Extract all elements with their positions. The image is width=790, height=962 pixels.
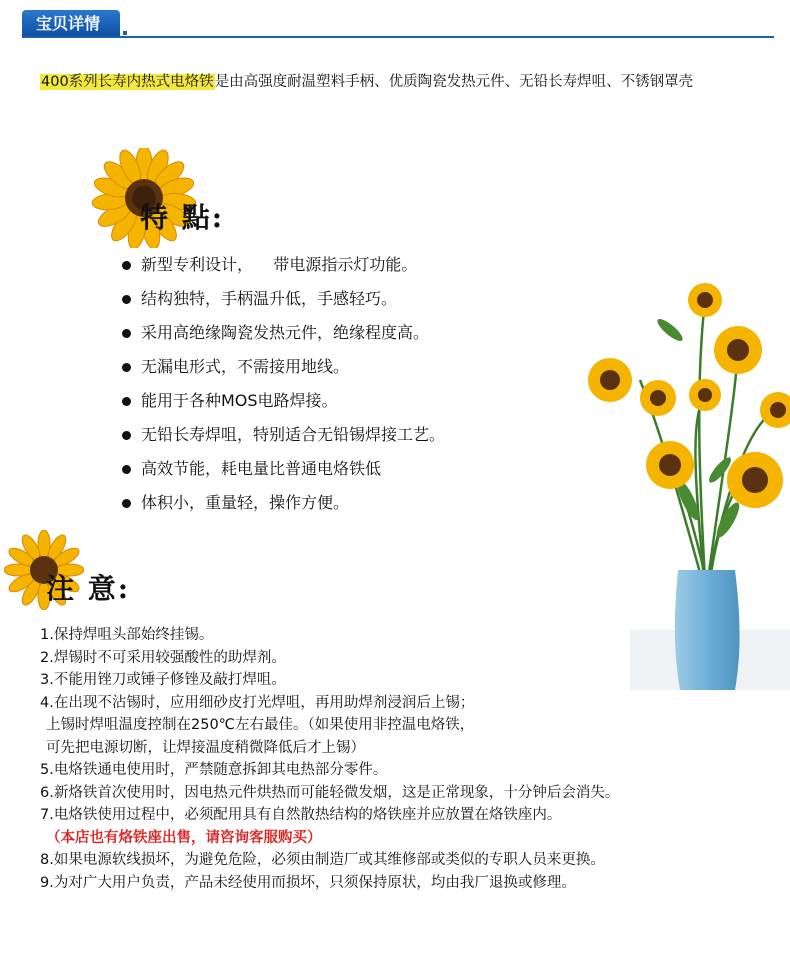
notes-list [40, 624, 780, 894]
list-item: 体积小，重量轻，操作方便。 [122, 486, 445, 520]
bullet-icon [122, 363, 131, 372]
list-item: 上锡时焊咀温度控制在250℃左右最佳。（如果使用非控温电烙铁， [46, 717, 475, 733]
product-description: 是由高强度耐温塑料手柄、优质陶瓷发热元件、无铅长寿焊咀、不锈钢罩壳 [214, 74, 694, 90]
list-item: 5.电烙铁通电使用时，严禁随意拆卸其电热部分零件。 [40, 762, 388, 778]
list-item: 新型专利设计， 带电源指示灯功能。 [122, 248, 445, 282]
list-item: 7.电烙铁使用过程中，必须配用具有自然散热结构的烙铁座并应放置在烙铁座内。 [40, 807, 562, 823]
bullet-icon [122, 261, 131, 270]
feature-list [122, 248, 445, 520]
list-item: 2.焊锡时不可采用较强酸性的助焊剂。 [40, 649, 286, 666]
features-title: 特 點: [140, 201, 225, 234]
bullet-icon [122, 295, 131, 304]
notes-title: 注 意: [46, 572, 131, 605]
header-accent-dot [123, 31, 127, 35]
list-item: 6.新烙铁首次使用时，因电热元件烘热而可能轻微发烟，这是正常现象，十分钟后会消失。 [40, 784, 620, 801]
bullet-icon [122, 329, 131, 338]
detail-tab-label: 宝贝详情 [36, 14, 101, 33]
bullet-icon [122, 499, 131, 508]
detail-tab[interactable] [22, 10, 120, 38]
list-item: 无铅长寿焊咀，特别适合无铅锡焊接工艺。 [122, 418, 445, 452]
list-item: 能用于各种MOS电路焊接。 [122, 384, 445, 418]
product-intro [40, 71, 770, 93]
bullet-icon [122, 465, 131, 474]
list-item: 8.如果电源软线损坏，为避免危险，必须由制造厂或其维修部或类似的专职人员来更换。 [40, 852, 605, 868]
bullet-icon [122, 431, 131, 440]
bullet-icon [122, 397, 131, 406]
list-item: 4.在出现不沾锡时，应用细砂皮打光焊咀，再用助焊剂浸润后上锡； [40, 694, 475, 711]
header-divider [22, 36, 774, 38]
list-item: 结构独特，手柄温升低，手感轻巧。 [122, 282, 445, 316]
list-item: 9.为对广大用户负责，产品未经使用而损坏，只须保持原状，均由我厂退换或修理。 [40, 874, 576, 891]
product-name-highlight: 400系列长寿内热式电烙铁 [41, 74, 214, 90]
list-item: 采用高绝缘陶瓷发热元件，绝缘程度高。 [122, 316, 445, 350]
list-item: 高效节能，耗电量比普通电烙铁低 [122, 452, 445, 486]
list-item: 3.不能用锉刀或锤子修锉及敲打焊咀。 [40, 672, 286, 688]
seat-sale-notice: （本店也有烙铁座出售，请咨询客服购买） [46, 829, 322, 846]
list-item: 可先把电源切断，让焊接温度稍微降低后才上锡） [46, 739, 365, 756]
list-item: 1.保持焊咀头部始终挂锡。 [40, 627, 214, 643]
list-item: 无漏电形式，不需接用地线。 [122, 350, 445, 384]
